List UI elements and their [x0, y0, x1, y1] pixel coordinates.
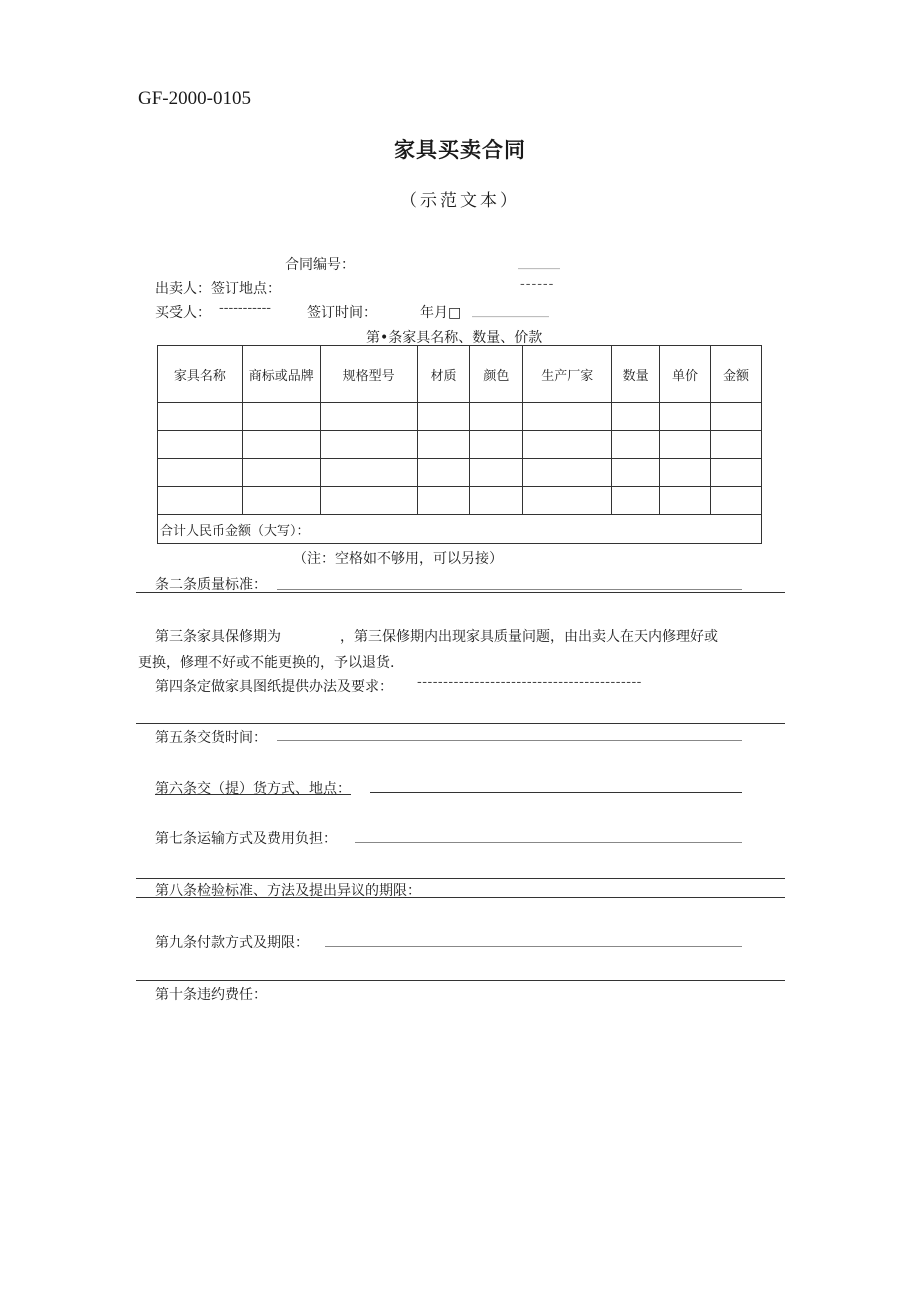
table-cell[interactable]: [417, 487, 470, 515]
table-cell[interactable]: [523, 459, 612, 487]
article2-label: 条二条质量标准：: [155, 577, 267, 593]
table-cell[interactable]: [711, 403, 762, 431]
document-subtitle: （示范文本）: [400, 191, 520, 211]
article3-part1: 第三条家具保修期为: [155, 629, 281, 645]
table-cell[interactable]: [320, 487, 417, 515]
article9-blank-line[interactable]: [325, 946, 742, 947]
date-text: 年月□: [420, 305, 462, 321]
table-cell[interactable]: [158, 487, 243, 515]
table-total-row: [158, 515, 762, 544]
table-cell[interactable]: [523, 403, 612, 431]
sign-time-label: 签订时间：: [307, 305, 377, 321]
table-cell[interactable]: [320, 431, 417, 459]
table-cell[interactable]: [158, 459, 243, 487]
article1-title: 第•条家具名称、数量、价款: [366, 330, 543, 346]
table-cell[interactable]: [242, 431, 320, 459]
article3-part2: ，第三保修期内出现家具质量问题，由出卖人在天内修理好或: [340, 629, 718, 645]
table-cell[interactable]: [711, 431, 762, 459]
col-header-color: 颜色: [470, 346, 523, 403]
divider-line: [136, 592, 785, 593]
seller-and-place-label: 出卖人：签订地点：: [155, 281, 281, 297]
col-header-material: 材质: [417, 346, 470, 403]
table-cell[interactable]: [660, 403, 711, 431]
article3-line2: 更换，修理不好或不能更换的，予以退货.: [138, 655, 395, 671]
article9-label: 第九条付款方式及期限：: [155, 935, 309, 951]
table-cell[interactable]: [417, 431, 470, 459]
col-header-quantity: 数量: [612, 346, 660, 403]
table-row: [158, 487, 762, 515]
article4-label: 第四条定做家具图纸提供办法及要求：: [155, 679, 393, 695]
divider-line: [136, 897, 785, 898]
table-cell[interactable]: [417, 403, 470, 431]
divider-line: [136, 980, 785, 981]
table-cell[interactable]: [660, 459, 711, 487]
divider-line: [136, 723, 785, 724]
col-header-brand: 商标或品牌: [242, 346, 320, 403]
article8-label: 第八条检验标准、方法及提出异议的期限：: [155, 883, 421, 899]
table-cell[interactable]: [660, 431, 711, 459]
total-amount-cell[interactable]: 合计人民币金额（大写）：: [158, 515, 762, 544]
article10-label: 第十条违约费任：: [155, 987, 267, 1003]
table-cell[interactable]: [242, 459, 320, 487]
article5-label: 第五条交货时间：: [155, 730, 267, 746]
table-cell[interactable]: [523, 487, 612, 515]
table-cell[interactable]: [711, 459, 762, 487]
table-row: [158, 431, 762, 459]
contract-number-label: 合同编号：: [285, 257, 355, 273]
items-table: [157, 345, 762, 544]
table-header-row: [158, 346, 762, 403]
col-header-amount: 金额: [711, 346, 762, 403]
document-code: GF-2000-0105: [138, 88, 251, 109]
seller-blank: ------: [520, 276, 555, 292]
table-cell[interactable]: [612, 459, 660, 487]
col-header-model: 规格型号: [320, 346, 417, 403]
col-header-unit-price: 单价: [660, 346, 711, 403]
article7-blank-line[interactable]: [355, 842, 742, 843]
col-header-manufacturer: 生产厂家: [523, 346, 612, 403]
article5-blank-line[interactable]: [277, 740, 742, 741]
article6-label: 第六条交（提）货方式、地点：: [155, 781, 351, 797]
table-cell[interactable]: [158, 403, 243, 431]
table-cell[interactable]: [417, 459, 470, 487]
table-cell[interactable]: [242, 403, 320, 431]
table-cell[interactable]: [470, 403, 523, 431]
col-header-name: 家具名称: [158, 346, 243, 403]
table-cell[interactable]: [612, 431, 660, 459]
table-row: [158, 403, 762, 431]
table-cell[interactable]: [523, 431, 612, 459]
article4-dashes: -------------------------------------------: [417, 674, 642, 690]
table-cell[interactable]: [470, 459, 523, 487]
document-title: 家具买卖合同: [394, 138, 526, 162]
table-note: （注：空格如不够用，可以另接）: [293, 551, 503, 567]
table-cell[interactable]: [660, 487, 711, 515]
table-cell[interactable]: [470, 431, 523, 459]
table-cell[interactable]: [470, 487, 523, 515]
table-cell[interactable]: [320, 403, 417, 431]
table-cell[interactable]: [320, 459, 417, 487]
contract-number-blank: ______: [518, 254, 560, 270]
divider-line: [136, 878, 785, 879]
table-cell[interactable]: [612, 403, 660, 431]
date-blank: ___________: [472, 302, 549, 318]
table-cell[interactable]: [711, 487, 762, 515]
buyer-label: 买受人：: [155, 305, 211, 321]
table-cell[interactable]: [158, 431, 243, 459]
table-cell[interactable]: [242, 487, 320, 515]
buyer-dashes: -----------: [219, 300, 272, 316]
table-row: [158, 459, 762, 487]
article2-blank-line[interactable]: [277, 589, 742, 590]
article7-label: 第七条运输方式及费用负担：: [155, 831, 337, 847]
table-cell[interactable]: [612, 487, 660, 515]
article6-blank-line[interactable]: [370, 792, 742, 793]
